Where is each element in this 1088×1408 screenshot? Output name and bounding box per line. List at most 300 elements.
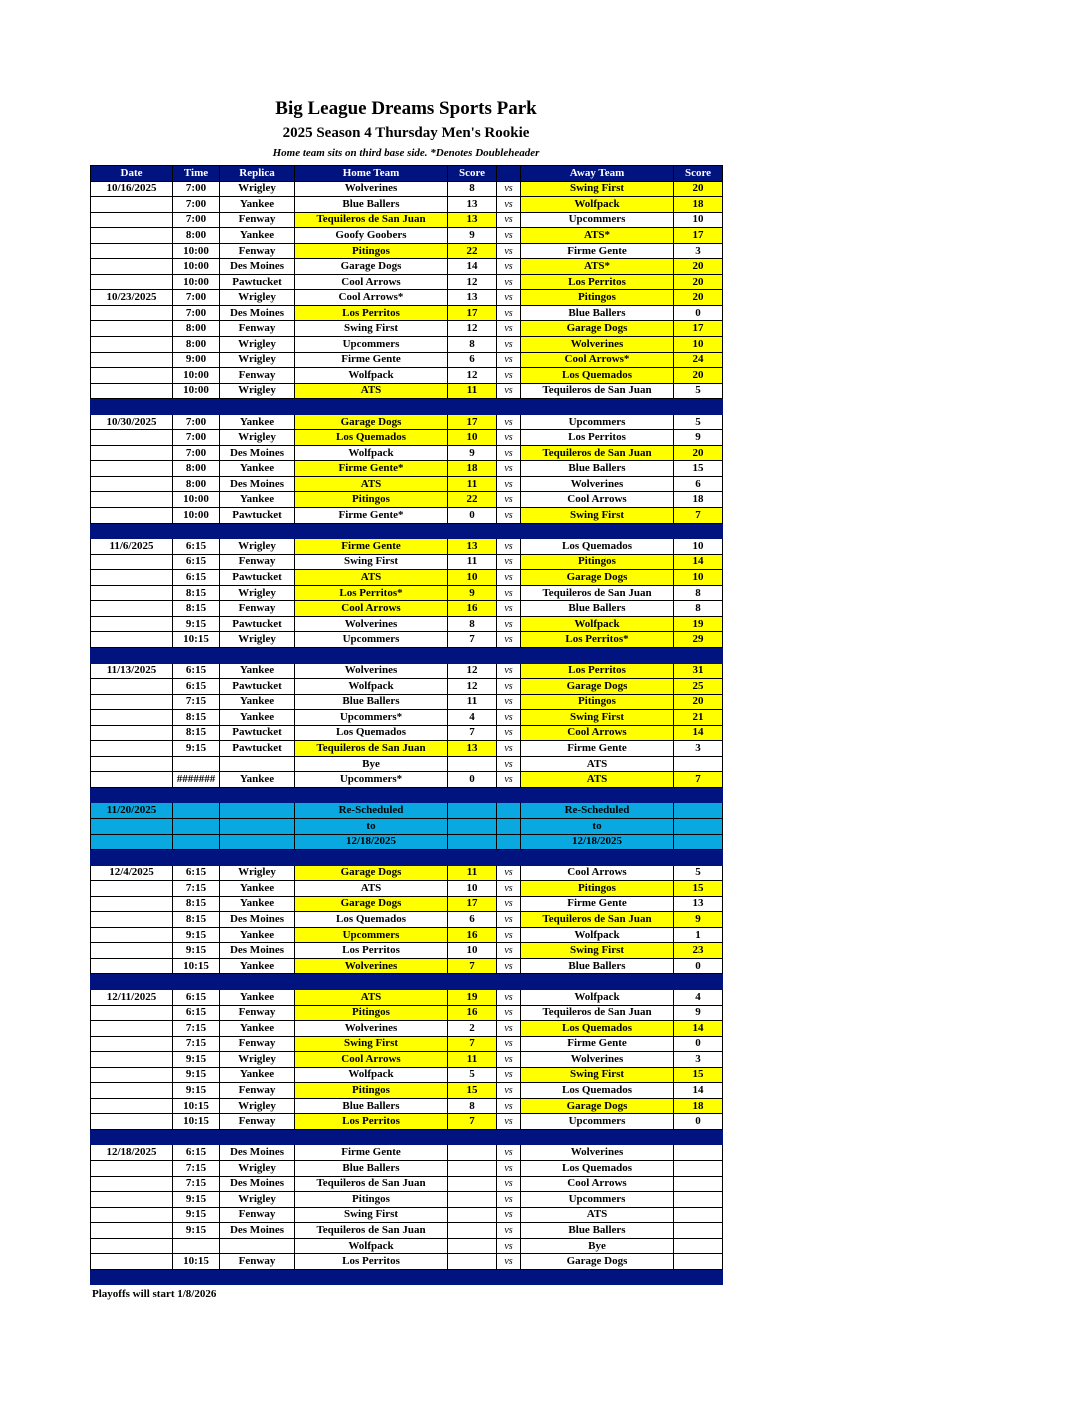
away-team-cell: Los Quemados: [521, 368, 674, 384]
away-team-cell: Blue Ballers: [521, 461, 674, 477]
replica-cell: Des Moines: [220, 305, 295, 321]
vs-cell: vs: [497, 476, 521, 492]
game-row: [91, 1052, 723, 1068]
away-score-cell: 14: [674, 725, 723, 741]
away-score-cell: 18: [674, 1098, 723, 1114]
time-cell: 10:15: [173, 632, 220, 648]
replica-cell: Fenway: [220, 368, 295, 384]
game-row: [91, 461, 723, 477]
date-cell: [91, 508, 173, 524]
separator-cell: [521, 787, 674, 803]
away-score-cell: [674, 834, 723, 850]
separator-cell: [295, 647, 448, 663]
date-cell: [91, 1161, 173, 1177]
separator-cell: [497, 1129, 521, 1145]
date-cell: [91, 694, 173, 710]
separator-cell: [220, 850, 295, 866]
header-away-team: Away Team: [521, 166, 674, 182]
separator-cell: [674, 974, 723, 990]
away-team-cell: ATS*: [521, 228, 674, 244]
away-score-cell: 10: [674, 212, 723, 228]
time-cell: 10:00: [173, 492, 220, 508]
vs-cell: vs: [497, 756, 521, 772]
separator-cell: [448, 850, 497, 866]
replica-cell: Yankee: [220, 492, 295, 508]
separator-cell: [497, 1269, 521, 1285]
week-separator-row: [91, 850, 723, 866]
away-score-cell: 3: [674, 243, 723, 259]
home-team-cell: Blue Ballers: [295, 694, 448, 710]
game-row: [91, 585, 723, 601]
game-row: [91, 1192, 723, 1208]
date-cell: 11/13/2025: [91, 663, 173, 679]
date-cell: [91, 228, 173, 244]
game-row: [91, 912, 723, 928]
home-team-cell: Los Quemados: [295, 725, 448, 741]
vs-cell: [497, 834, 521, 850]
home-score-cell: 13: [448, 197, 497, 213]
away-score-cell: 10: [674, 337, 723, 353]
home-score-cell: 2: [448, 1021, 497, 1037]
home-team-cell: Pitingos: [295, 492, 448, 508]
replica-cell: Yankee: [220, 896, 295, 912]
vs-cell: vs: [497, 1238, 521, 1254]
home-team-cell: Upcommers: [295, 632, 448, 648]
separator-cell: [497, 399, 521, 415]
header-home-score: Score: [448, 166, 497, 182]
replica-cell: Wrigley: [220, 383, 295, 399]
time-cell: 7:15: [173, 1161, 220, 1177]
vs-cell: vs: [497, 197, 521, 213]
vs-cell: vs: [497, 958, 521, 974]
home-team-cell: Tequileros de San Juan: [295, 1176, 448, 1192]
home-team-cell: Wolverines: [295, 616, 448, 632]
away-score-cell: 20: [674, 181, 723, 197]
home-score-cell: 6: [448, 912, 497, 928]
home-score-cell: [448, 1238, 497, 1254]
separator-cell: [674, 647, 723, 663]
away-team-cell: Pitingos: [521, 554, 674, 570]
replica-cell: Yankee: [220, 694, 295, 710]
vs-cell: vs: [497, 228, 521, 244]
home-score-cell: 9: [448, 585, 497, 601]
vs-cell: vs: [497, 663, 521, 679]
home-team-cell: Garage Dogs: [295, 896, 448, 912]
home-score-cell: 8: [448, 1098, 497, 1114]
date-cell: [91, 383, 173, 399]
rescheduled-row: [91, 818, 723, 834]
away-team-cell: Los Perritos: [521, 274, 674, 290]
time-cell: 6:15: [173, 554, 220, 570]
home-score-cell: 7: [448, 725, 497, 741]
home-score-cell: 11: [448, 865, 497, 881]
vs-cell: vs: [497, 1161, 521, 1177]
date-cell: [91, 1067, 173, 1083]
week-separator-row: [91, 1269, 723, 1285]
away-score-cell: 5: [674, 383, 723, 399]
away-score-cell: 9: [674, 1005, 723, 1021]
game-row: [91, 212, 723, 228]
home-team-cell: Goofy Goobers: [295, 228, 448, 244]
away-team-cell: Tequileros de San Juan: [521, 912, 674, 928]
week-separator-row: [91, 399, 723, 415]
away-score-cell: 20: [674, 290, 723, 306]
date-cell: [91, 1036, 173, 1052]
table-header-row: [91, 166, 723, 182]
home-team-cell: Garage Dogs: [295, 865, 448, 881]
away-score-cell: 4: [674, 989, 723, 1005]
replica-cell: Pawtucket: [220, 274, 295, 290]
date-cell: [91, 1176, 173, 1192]
schedule-table: [90, 165, 723, 1285]
home-team-cell: Bye: [295, 756, 448, 772]
game-row: [91, 927, 723, 943]
home-team-cell: ATS: [295, 476, 448, 492]
date-cell: [91, 1223, 173, 1239]
game-row: [91, 896, 723, 912]
replica-cell: Pawtucket: [220, 679, 295, 695]
separator-cell: [448, 974, 497, 990]
date-cell: [91, 1005, 173, 1021]
game-row: [91, 290, 723, 306]
replica-cell: Pawtucket: [220, 616, 295, 632]
game-row: [91, 601, 723, 617]
home-score-cell: 22: [448, 243, 497, 259]
date-cell: 10/16/2025: [91, 181, 173, 197]
game-row: [91, 337, 723, 353]
away-score-cell: [674, 756, 723, 772]
separator-cell: [448, 787, 497, 803]
date-cell: [91, 554, 173, 570]
time-cell: 6:15: [173, 865, 220, 881]
replica-cell: Des Moines: [220, 1176, 295, 1192]
home-team-cell: Tequileros de San Juan: [295, 1223, 448, 1239]
vs-cell: vs: [497, 305, 521, 321]
replica-cell: Des Moines: [220, 1145, 295, 1161]
game-row: [91, 1083, 723, 1099]
replica-cell: Yankee: [220, 958, 295, 974]
time-cell: 10:00: [173, 259, 220, 275]
away-team-cell: Garage Dogs: [521, 570, 674, 586]
date-cell: [91, 570, 173, 586]
away-team-cell: Wolverines: [521, 476, 674, 492]
away-score-cell: 17: [674, 321, 723, 337]
home-team-cell: 12/18/2025: [295, 834, 448, 850]
away-team-cell: 12/18/2025: [521, 834, 674, 850]
away-score-cell: 5: [674, 865, 723, 881]
game-row: [91, 1114, 723, 1130]
separator-cell: [521, 1269, 674, 1285]
home-team-cell: Pitingos: [295, 1005, 448, 1021]
home-score-cell: 11: [448, 476, 497, 492]
away-team-cell: Firme Gente: [521, 243, 674, 259]
vs-cell: vs: [497, 243, 521, 259]
schedule-note: Home team sits on third base side. *Denotes Doubleheader: [272, 147, 540, 159]
away-score-cell: [674, 1192, 723, 1208]
time-cell: 10:15: [173, 1114, 220, 1130]
date-cell: [91, 368, 173, 384]
date-cell: [91, 881, 173, 897]
date-cell: [91, 1021, 173, 1037]
home-team-cell: Cool Arrows: [295, 601, 448, 617]
game-row: [91, 741, 723, 757]
vs-cell: vs: [497, 492, 521, 508]
separator-cell: [521, 974, 674, 990]
game-row: [91, 181, 723, 197]
vs-cell: [497, 818, 521, 834]
date-cell: [91, 259, 173, 275]
game-row: [91, 352, 723, 368]
date-cell: [91, 305, 173, 321]
vs-cell: vs: [497, 912, 521, 928]
away-team-cell: Cool Arrows*: [521, 352, 674, 368]
home-score-cell: 6: [448, 352, 497, 368]
separator-cell: [173, 850, 220, 866]
vs-cell: vs: [497, 1114, 521, 1130]
vs-cell: vs: [497, 445, 521, 461]
away-team-cell: Blue Ballers: [521, 601, 674, 617]
game-row: [91, 492, 723, 508]
separator-cell: [91, 523, 173, 539]
home-score-cell: 14: [448, 259, 497, 275]
game-row: [91, 243, 723, 259]
game-row: [91, 1207, 723, 1223]
date-cell: [91, 710, 173, 726]
home-team-cell: Los Perritos: [295, 305, 448, 321]
rescheduled-row: [91, 803, 723, 819]
game-row: [91, 1145, 723, 1161]
replica-cell: Fenway: [220, 1114, 295, 1130]
home-score-cell: [448, 803, 497, 819]
separator-cell: [674, 399, 723, 415]
home-team-cell: Upcommers: [295, 927, 448, 943]
replica-cell: Yankee: [220, 461, 295, 477]
replica-cell: Yankee: [220, 228, 295, 244]
date-cell: [91, 943, 173, 959]
date-cell: [91, 1207, 173, 1223]
home-team-cell: Wolverines: [295, 958, 448, 974]
away-score-cell: 0: [674, 958, 723, 974]
away-team-cell: Cool Arrows: [521, 1176, 674, 1192]
away-team-cell: Blue Ballers: [521, 958, 674, 974]
separator-cell: [521, 399, 674, 415]
time-cell: 10:00: [173, 368, 220, 384]
vs-cell: vs: [497, 290, 521, 306]
game-row: [91, 1238, 723, 1254]
separator-cell: [497, 850, 521, 866]
time-cell: 9:15: [173, 1192, 220, 1208]
date-cell: [91, 197, 173, 213]
home-team-cell: Wolverines: [295, 663, 448, 679]
time-cell: 9:15: [173, 741, 220, 757]
away-team-cell: Upcommers: [521, 1114, 674, 1130]
game-row: [91, 1161, 723, 1177]
away-score-cell: 24: [674, 352, 723, 368]
replica-cell: [220, 834, 295, 850]
away-team-cell: Pitingos: [521, 694, 674, 710]
replica-cell: Fenway: [220, 321, 295, 337]
home-team-cell: ATS: [295, 383, 448, 399]
vs-cell: vs: [497, 943, 521, 959]
separator-cell: [295, 787, 448, 803]
game-row: [91, 679, 723, 695]
time-cell: 8:15: [173, 725, 220, 741]
home-score-cell: 7: [448, 958, 497, 974]
home-team-cell: Blue Ballers: [295, 1098, 448, 1114]
away-team-cell: Los Quemados: [521, 1161, 674, 1177]
separator-cell: [295, 974, 448, 990]
vs-cell: vs: [497, 881, 521, 897]
separator-cell: [220, 787, 295, 803]
home-score-cell: 22: [448, 492, 497, 508]
time-cell: 10:00: [173, 508, 220, 524]
away-score-cell: 15: [674, 881, 723, 897]
away-team-cell: Garage Dogs: [521, 679, 674, 695]
away-team-cell: Swing First: [521, 508, 674, 524]
home-score-cell: 11: [448, 383, 497, 399]
away-team-cell: Garage Dogs: [521, 321, 674, 337]
away-score-cell: 25: [674, 679, 723, 695]
away-team-cell: Los Quemados: [521, 539, 674, 555]
time-cell: 6:15: [173, 539, 220, 555]
away-team-cell: Blue Ballers: [521, 305, 674, 321]
separator-cell: [220, 523, 295, 539]
time-cell: 7:00: [173, 197, 220, 213]
away-score-cell: 9: [674, 430, 723, 446]
replica-cell: Yankee: [220, 1067, 295, 1083]
away-team-cell: Tequileros de San Juan: [521, 585, 674, 601]
home-team-cell: Blue Ballers: [295, 1161, 448, 1177]
replica-cell: Yankee: [220, 881, 295, 897]
away-score-cell: 6: [674, 476, 723, 492]
separator-cell: [173, 787, 220, 803]
home-team-cell: Wolfpack: [295, 1238, 448, 1254]
away-score-cell: [674, 818, 723, 834]
home-score-cell: 11: [448, 1052, 497, 1068]
away-team-cell: Los Quemados: [521, 1083, 674, 1099]
home-team-cell: ATS: [295, 570, 448, 586]
away-score-cell: 8: [674, 601, 723, 617]
game-row: [91, 694, 723, 710]
home-team-cell: to: [295, 818, 448, 834]
header-home-team: Home Team: [295, 166, 448, 182]
separator-cell: [521, 850, 674, 866]
game-row: [91, 958, 723, 974]
vs-cell: vs: [497, 368, 521, 384]
header-replica: Replica: [220, 166, 295, 182]
home-team-cell: Wolverines: [295, 181, 448, 197]
home-score-cell: [448, 1176, 497, 1192]
away-score-cell: 29: [674, 632, 723, 648]
away-team-cell: Tequileros de San Juan: [521, 383, 674, 399]
game-row: [91, 989, 723, 1005]
away-score-cell: 1: [674, 927, 723, 943]
vs-cell: vs: [497, 1005, 521, 1021]
home-score-cell: 17: [448, 414, 497, 430]
away-score-cell: 17: [674, 228, 723, 244]
week-separator-row: [91, 974, 723, 990]
time-cell: 8:15: [173, 601, 220, 617]
home-score-cell: [448, 1161, 497, 1177]
week-separator-row: [91, 523, 723, 539]
home-score-cell: 13: [448, 290, 497, 306]
replica-cell: [220, 756, 295, 772]
away-team-cell: Swing First: [521, 943, 674, 959]
away-score-cell: 7: [674, 508, 723, 524]
away-score-cell: [674, 1223, 723, 1239]
home-team-cell: Firme Gente: [295, 352, 448, 368]
replica-cell: Des Moines: [220, 943, 295, 959]
time-cell: 10:15: [173, 1254, 220, 1270]
time-cell: 9:15: [173, 1052, 220, 1068]
time-cell: 7:15: [173, 881, 220, 897]
vs-cell: vs: [497, 1067, 521, 1083]
vs-cell: vs: [497, 1052, 521, 1068]
home-team-cell: Los Perritos: [295, 943, 448, 959]
replica-cell: Des Moines: [220, 1223, 295, 1239]
time-cell: [173, 818, 220, 834]
time-cell: 8:00: [173, 476, 220, 492]
away-team-cell: Wolfpack: [521, 927, 674, 943]
time-cell: 7:00: [173, 290, 220, 306]
home-team-cell: Los Perritos*: [295, 585, 448, 601]
vs-cell: vs: [497, 1207, 521, 1223]
vs-cell: vs: [497, 539, 521, 555]
date-cell: [91, 958, 173, 974]
separator-cell: [173, 1129, 220, 1145]
page-title: Big League Dreams Sports Park: [275, 98, 537, 119]
replica-cell: Yankee: [220, 414, 295, 430]
separator-cell: [674, 1269, 723, 1285]
home-score-cell: 0: [448, 508, 497, 524]
time-cell: 9:15: [173, 927, 220, 943]
date-cell: [91, 679, 173, 695]
time-cell: 7:00: [173, 430, 220, 446]
date-cell: [91, 725, 173, 741]
replica-cell: Wrigley: [220, 632, 295, 648]
replica-cell: Yankee: [220, 989, 295, 1005]
replica-cell: Fenway: [220, 243, 295, 259]
away-score-cell: 20: [674, 445, 723, 461]
vs-cell: vs: [497, 1098, 521, 1114]
game-row: [91, 197, 723, 213]
game-row: [91, 865, 723, 881]
vs-cell: vs: [497, 430, 521, 446]
home-score-cell: 13: [448, 212, 497, 228]
header-date: Date: [91, 166, 173, 182]
time-cell: 8:15: [173, 896, 220, 912]
replica-cell: Yankee: [220, 927, 295, 943]
date-cell: [91, 1098, 173, 1114]
game-row: [91, 274, 723, 290]
home-team-cell: Cool Arrows*: [295, 290, 448, 306]
date-cell: [91, 243, 173, 259]
date-cell: [91, 927, 173, 943]
vs-cell: vs: [497, 896, 521, 912]
replica-cell: Yankee: [220, 710, 295, 726]
home-score-cell: 12: [448, 368, 497, 384]
time-cell: [173, 756, 220, 772]
vs-cell: vs: [497, 632, 521, 648]
away-score-cell: [674, 1145, 723, 1161]
time-cell: 7:00: [173, 212, 220, 228]
home-team-cell: Wolfpack: [295, 368, 448, 384]
separator-cell: [448, 523, 497, 539]
away-team-cell: Wolverines: [521, 337, 674, 353]
away-team-cell: Upcommers: [521, 1192, 674, 1208]
away-score-cell: 15: [674, 461, 723, 477]
away-team-cell: Pitingos: [521, 881, 674, 897]
